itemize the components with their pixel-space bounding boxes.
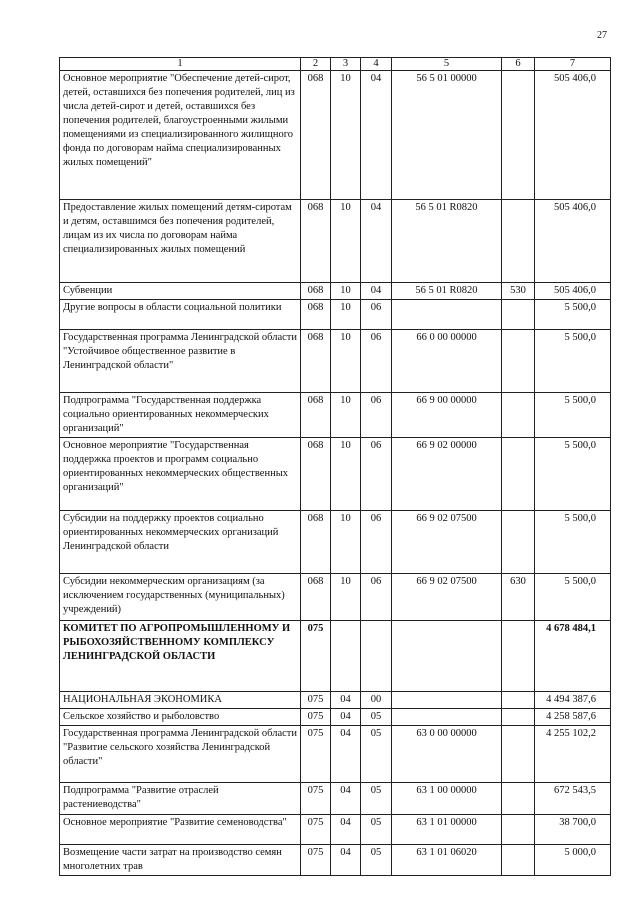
table-row xyxy=(60,200,611,283)
page-number: 27 xyxy=(597,30,607,41)
row-name-cell: Государственная программа Ленинградской области "Устойчивое общественное развитие в Ленинградской области" xyxy=(60,330,301,393)
row-name-cell: Сельское хозяйство и рыболовство xyxy=(60,709,301,726)
ministry-code-cell: 068 xyxy=(301,200,331,283)
target-article-cell: 63 0 00 00000 xyxy=(392,726,502,783)
section-code-cell: 10 xyxy=(331,438,361,511)
target-article-cell: 66 9 02 07500 xyxy=(392,511,502,574)
subsection-code-cell: 06 xyxy=(361,574,392,621)
table-row xyxy=(60,393,611,438)
subsection-code-cell: 06 xyxy=(361,300,392,330)
table-row xyxy=(60,845,611,876)
budget-table xyxy=(59,57,611,876)
target-article-cell: 63 1 01 00000 xyxy=(392,815,502,845)
target-article-cell: 66 9 00 00000 xyxy=(392,393,502,438)
amount-cell: 4 255 102,2 xyxy=(535,726,611,783)
expense-type-cell xyxy=(502,393,535,438)
ministry-code-cell: 075 xyxy=(301,815,331,845)
ministry-code-cell: 068 xyxy=(301,393,331,438)
expense-type-cell xyxy=(502,71,535,200)
table-row xyxy=(60,621,611,692)
header-row xyxy=(60,58,611,71)
target-article-cell: 66 9 02 00000 xyxy=(392,438,502,511)
expense-type-cell xyxy=(502,438,535,511)
expense-type-cell xyxy=(502,300,535,330)
ministry-code-cell: 068 xyxy=(301,71,331,200)
table-row xyxy=(60,709,611,726)
amount-cell: 505 406,0 xyxy=(535,71,611,200)
row-name-cell: Основное мероприятие "Обеспечение детей-сирот, детей, оставшихся без попечения родителей, лиц из числа детей-сирот и детей, оставшихся без попечения родителей, благоустроенными жилыми помещениями из специализированного жилищного фонда по договорам найма специализированных жилых помещений" xyxy=(60,71,301,200)
section-code-cell: 10 xyxy=(331,200,361,283)
expense-type-cell xyxy=(502,783,535,815)
row-name-cell: КОМИТЕТ ПО АГРОПРОМЫШЛЕННОМУ И РЫБОХОЗЯЙСТВЕННОМУ КОМПЛЕКСУ ЛЕНИНГРАДСКОЙ ОБЛАСТИ xyxy=(60,621,301,692)
expense-type-cell xyxy=(502,692,535,709)
expense-type-cell xyxy=(502,330,535,393)
subsection-code-cell: 05 xyxy=(361,815,392,845)
header-cell: 7 xyxy=(535,58,611,71)
header-cell: 6 xyxy=(502,58,535,71)
section-code-cell: 10 xyxy=(331,283,361,300)
expense-type-cell: 530 xyxy=(502,283,535,300)
row-name-cell: Субсидии некоммерческим организациям (за исключением государственных (муниципальных) учреждений) xyxy=(60,574,301,621)
table-row xyxy=(60,726,611,783)
header-cell: 3 xyxy=(331,58,361,71)
section-code-cell xyxy=(331,621,361,692)
target-article-cell: 56 5 01 00000 xyxy=(392,71,502,200)
row-name-cell: Основное мероприятие "Государственная поддержка проектов и программ социально ориентированных некоммерческих общественных организаций" xyxy=(60,438,301,511)
target-article-cell xyxy=(392,621,502,692)
subsection-code-cell xyxy=(361,621,392,692)
header-cell: 5 xyxy=(392,58,502,71)
section-code-cell: 10 xyxy=(331,330,361,393)
expense-type-cell xyxy=(502,726,535,783)
amount-cell: 4 678 484,1 xyxy=(535,621,611,692)
subsection-code-cell: 05 xyxy=(361,783,392,815)
subsection-code-cell: 05 xyxy=(361,845,392,876)
table-row xyxy=(60,71,611,200)
row-name-cell: Подпрограмма "Государственная поддержка социально ориентированных некоммерческих организаций" xyxy=(60,393,301,438)
section-code-cell: 04 xyxy=(331,815,361,845)
amount-cell: 505 406,0 xyxy=(535,200,611,283)
target-article-cell: 66 9 02 07500 xyxy=(392,574,502,621)
row-name-cell: Возмещение части затрат на производство семян многолетних трав xyxy=(60,845,301,876)
expense-type-cell: 630 xyxy=(502,574,535,621)
amount-cell: 5 000,0 xyxy=(535,845,611,876)
target-article-cell: 63 1 01 06020 xyxy=(392,845,502,876)
row-name-cell: Государственная программа Ленинградской области "Развитие сельского хозяйства Ленинградской области" xyxy=(60,726,301,783)
header-cell: 2 xyxy=(301,58,331,71)
subsection-code-cell: 04 xyxy=(361,200,392,283)
row-name-cell: Другие вопросы в области социальной политики xyxy=(60,300,301,330)
section-code-cell: 04 xyxy=(331,692,361,709)
row-name-cell: Основное мероприятие "Развитие семеноводства" xyxy=(60,815,301,845)
table-row xyxy=(60,438,611,511)
table-row xyxy=(60,692,611,709)
ministry-code-cell: 068 xyxy=(301,574,331,621)
row-name-cell: Предоставление жилых помещений детям-сиротам и детям, оставшимся без попечения родителей, лицам из их числа по договорам найма специализированных жилых помещений xyxy=(60,200,301,283)
subsection-code-cell: 05 xyxy=(361,726,392,783)
amount-cell: 5 500,0 xyxy=(535,393,611,438)
target-article-cell: 66 0 00 00000 xyxy=(392,330,502,393)
table-row xyxy=(60,815,611,845)
section-code-cell: 10 xyxy=(331,511,361,574)
ministry-code-cell: 075 xyxy=(301,783,331,815)
target-article-cell xyxy=(392,692,502,709)
amount-cell: 672 543,5 xyxy=(535,783,611,815)
ministry-code-cell: 068 xyxy=(301,283,331,300)
section-code-cell: 10 xyxy=(331,71,361,200)
section-code-cell: 04 xyxy=(331,845,361,876)
amount-cell: 505 406,0 xyxy=(535,283,611,300)
expense-type-cell xyxy=(502,621,535,692)
expense-type-cell xyxy=(502,511,535,574)
section-code-cell: 04 xyxy=(331,726,361,783)
amount-cell: 5 500,0 xyxy=(535,511,611,574)
header-cell: 1 xyxy=(60,58,301,71)
amount-cell: 5 500,0 xyxy=(535,330,611,393)
ministry-code-cell: 075 xyxy=(301,726,331,783)
ministry-code-cell: 075 xyxy=(301,692,331,709)
ministry-code-cell: 068 xyxy=(301,511,331,574)
header-cell: 4 xyxy=(361,58,392,71)
target-article-cell: 56 5 01 R0820 xyxy=(392,283,502,300)
table-row xyxy=(60,300,611,330)
target-article-cell xyxy=(392,300,502,330)
amount-cell: 38 700,0 xyxy=(535,815,611,845)
ministry-code-cell: 068 xyxy=(301,300,331,330)
ministry-code-cell: 075 xyxy=(301,709,331,726)
amount-cell: 5 500,0 xyxy=(535,300,611,330)
table-row xyxy=(60,330,611,393)
subsection-code-cell: 05 xyxy=(361,709,392,726)
ministry-code-cell: 068 xyxy=(301,438,331,511)
subsection-code-cell: 06 xyxy=(361,438,392,511)
table-row xyxy=(60,783,611,815)
amount-cell: 5 500,0 xyxy=(535,574,611,621)
row-name-cell: Подпрограмма "Развитие отраслей растениеводства" xyxy=(60,783,301,815)
expense-type-cell xyxy=(502,709,535,726)
subsection-code-cell: 06 xyxy=(361,393,392,438)
table-row xyxy=(60,511,611,574)
target-article-cell: 56 5 01 R0820 xyxy=(392,200,502,283)
amount-cell: 4 494 387,6 xyxy=(535,692,611,709)
section-code-cell: 10 xyxy=(331,574,361,621)
amount-cell: 4 258 587,6 xyxy=(535,709,611,726)
ministry-code-cell: 075 xyxy=(301,845,331,876)
row-name-cell: НАЦИОНАЛЬНАЯ ЭКОНОМИКА xyxy=(60,692,301,709)
target-article-cell: 63 1 00 00000 xyxy=(392,783,502,815)
section-code-cell: 04 xyxy=(331,709,361,726)
expense-type-cell xyxy=(502,815,535,845)
row-name-cell: Субвенции xyxy=(60,283,301,300)
row-name-cell: Субсидии на поддержку проектов социально ориентированных некоммерческих организаций Ленинградской области xyxy=(60,511,301,574)
ministry-code-cell: 068 xyxy=(301,330,331,393)
subsection-code-cell: 04 xyxy=(361,71,392,200)
subsection-code-cell: 06 xyxy=(361,330,392,393)
expense-type-cell xyxy=(502,200,535,283)
target-article-cell xyxy=(392,709,502,726)
subsection-code-cell: 04 xyxy=(361,283,392,300)
table-row xyxy=(60,283,611,300)
section-code-cell: 10 xyxy=(331,300,361,330)
section-code-cell: 10 xyxy=(331,393,361,438)
ministry-code-cell: 075 xyxy=(301,621,331,692)
subsection-code-cell: 00 xyxy=(361,692,392,709)
section-code-cell: 04 xyxy=(331,783,361,815)
expense-type-cell xyxy=(502,845,535,876)
subsection-code-cell: 06 xyxy=(361,511,392,574)
table-row xyxy=(60,574,611,621)
amount-cell: 5 500,0 xyxy=(535,438,611,511)
